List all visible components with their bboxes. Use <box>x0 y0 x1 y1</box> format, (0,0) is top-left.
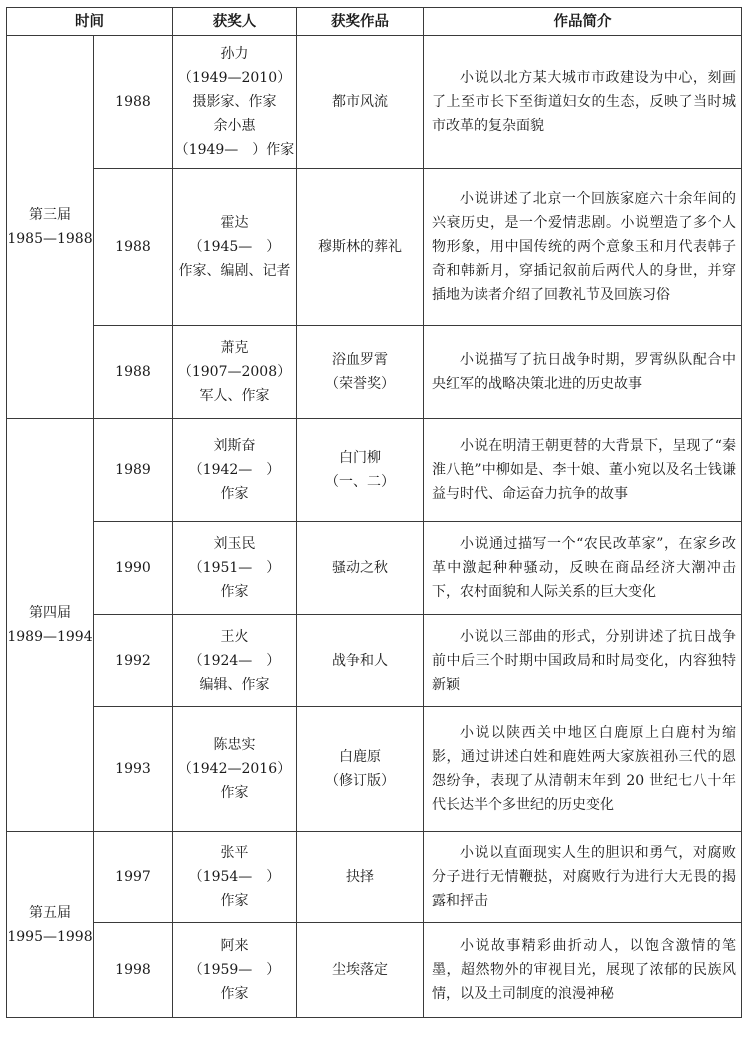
work-title: 战争和人 <box>332 652 388 669</box>
summary-cell <box>424 923 742 1018</box>
work-cell <box>297 36 424 169</box>
work-title: 骚动之秋 <box>332 560 388 576</box>
work-cell <box>297 615 424 707</box>
work-cell <box>297 832 424 923</box>
winner-line: 编辑、作家 <box>199 676 270 693</box>
work-title: 浴血罗霄 <box>332 352 388 368</box>
winner-line: 张平 <box>220 845 249 861</box>
work-title: 白门柳 <box>339 450 381 466</box>
table-row <box>7 169 742 326</box>
summary-text: 小说以陕西关中地区白鹿原上白鹿村为缩影，通过讲述白姓和鹿姓两大家族祖孙三代的恩怨纷争，表现了从清朝末年到 20 世纪七八十年代长达半个多世纪的历史变化 <box>432 725 736 813</box>
winner-line: 作家 <box>220 785 249 801</box>
header-winner: 获奖人 <box>173 8 297 36</box>
table-body <box>7 36 742 1018</box>
session-cell <box>7 36 94 419</box>
session-name: 第四届 <box>29 605 71 621</box>
award-year: 1993 <box>94 707 173 832</box>
winner-cell <box>173 522 297 615</box>
summary-text: 小说以直面现实人生的胆识和勇气，对腐败分子进行无情鞭挞，对腐败行为进行大无畏的揭露和抨击 <box>432 845 736 909</box>
summary-cell <box>424 36 742 169</box>
award-year: 1988 <box>94 36 173 169</box>
work-title: 抉择 <box>346 869 374 885</box>
header-work: 获奖作品 <box>297 8 424 36</box>
award-table-container <box>6 7 742 1018</box>
work-title: 白鹿原 <box>339 749 381 765</box>
summary-text: 小说以北方某大城市市政建设为中心，刻画了上至市长下至街道妇女的生态，反映了当时城市改革的复杂面貌 <box>432 70 736 134</box>
table-row <box>7 615 742 707</box>
winner-line: 作家 <box>220 486 249 502</box>
winner-line: 陈忠实 <box>213 737 256 753</box>
table-row <box>7 923 742 1018</box>
work-cell <box>297 707 424 832</box>
winner-line: 军人、作家 <box>199 388 270 404</box>
winner-line: 刘玉民 <box>213 536 256 552</box>
award-year: 1992 <box>94 615 173 707</box>
header-summary: 作品简介 <box>424 8 742 36</box>
table-row <box>7 522 742 615</box>
winner-line: 作家 <box>220 893 249 909</box>
winner-cell <box>173 169 297 326</box>
work-title: （一、二） <box>325 474 395 490</box>
header-row <box>7 8 742 36</box>
winner-line: （1949—2010） <box>177 70 292 86</box>
summary-text: 小说描写了抗日战争时期，罗霄纵队配合中央红军的战略决策北进的历史故事 <box>432 352 736 392</box>
winner-line: 阿来 <box>220 938 249 954</box>
winner-line: 萧克 <box>220 340 249 356</box>
award-year: 1988 <box>94 169 173 326</box>
table-row <box>7 419 742 522</box>
winner-line: （1954— ） <box>188 869 281 885</box>
summary-cell <box>424 169 742 326</box>
winner-line: （1924— ） <box>188 652 281 669</box>
session-cell <box>7 419 94 832</box>
work-title: （修订版） <box>325 773 395 789</box>
winner-cell <box>173 923 297 1018</box>
table-row <box>7 832 742 923</box>
award-year: 1997 <box>94 832 173 923</box>
winner-line: （1951— ） <box>188 560 281 576</box>
table-row <box>7 326 742 419</box>
summary-cell <box>424 707 742 832</box>
work-cell <box>297 419 424 522</box>
work-cell <box>297 923 424 1018</box>
winner-cell <box>173 615 297 707</box>
summary-cell <box>424 419 742 522</box>
winner-line: 作家、编剧、记者 <box>178 263 291 279</box>
summary-text: 小说在明清王朝更替的大背景下，呈现了“秦淮八艳”中柳如是、李十娘、董小宛以及名士钱谦益与时代、命运奋力抗争的故事 <box>432 438 736 502</box>
winner-line: （1945— ） <box>188 239 281 255</box>
winner-line: （1942—2016） <box>177 761 292 777</box>
work-title: 都市风流 <box>332 94 388 110</box>
award-year: 1988 <box>94 326 173 419</box>
summary-text: 小说以三部曲的形式，分别讲述了抗日战争前中后三个时期中国政局和时局变化，内容独特新颖 <box>432 628 736 693</box>
session-range: 1985—1988 <box>7 231 93 247</box>
winner-cell <box>173 36 297 169</box>
summary-cell <box>424 522 742 615</box>
award-table <box>6 7 742 1018</box>
winner-line: 孙力 <box>220 46 249 62</box>
winner-line: （1907—2008） <box>177 364 292 380</box>
winner-line: 余小惠 <box>213 118 256 134</box>
session-name: 第五届 <box>29 904 71 921</box>
award-year: 1990 <box>94 522 173 615</box>
winner-cell <box>173 419 297 522</box>
winner-cell <box>173 707 297 832</box>
winner-line: （1959— ） <box>188 962 281 978</box>
summary-cell <box>424 832 742 923</box>
summary-text: 小说故事精彩曲折动人，以饱含激情的笔墨，超然物外的审视目光，展现了浓郁的民族风情，以及土司制度的浪漫神秘 <box>432 938 736 1002</box>
summary-cell <box>424 615 742 707</box>
summary-text: 小说讲述了北京一个回族家庭六十余年间的兴衰历史，是一个爱情悲剧。小说塑造了多个人物形象，用中国传统的两个意象玉和月代表韩子奇和韩新月，穿插记叙前后两代人的身世，并穿插地为读者介绍了回教礼节及回族习俗 <box>432 191 736 303</box>
work-cell <box>297 522 424 615</box>
award-year: 1989 <box>94 419 173 522</box>
summary-cell <box>424 326 742 419</box>
winner-cell <box>173 326 297 419</box>
winner-line: （1942— ） <box>188 462 281 478</box>
work-title: 尘埃落定 <box>332 962 388 978</box>
table-row <box>7 707 742 832</box>
work-cell <box>297 326 424 419</box>
winner-line: 作家 <box>220 986 249 1002</box>
session-range: 1995—1998 <box>7 928 93 945</box>
winner-line: （1949— ）作家 <box>174 142 295 158</box>
table-row <box>7 36 742 169</box>
winner-line: 摄影家、作家 <box>192 94 277 110</box>
session-cell <box>7 832 94 1018</box>
winner-line: 霍达 <box>220 215 249 231</box>
session-range: 1989—1994 <box>7 629 93 645</box>
summary-text: 小说通过描写一个“农民改革家”，在家乡改革中激起种种骚动，反映在商品经济大潮冲击下，农村面貌和人际关系的巨大变化 <box>432 536 736 600</box>
winner-cell <box>173 832 297 923</box>
work-title: 穆斯林的葬礼 <box>318 239 402 255</box>
header-time: 时间 <box>7 8 173 36</box>
winner-line: 刘斯奋 <box>213 438 256 454</box>
work-title: （荣誉奖） <box>325 376 395 392</box>
winner-line: 作家 <box>220 584 249 600</box>
work-cell <box>297 169 424 326</box>
award-year: 1998 <box>94 923 173 1018</box>
winner-line: 王火 <box>220 628 249 645</box>
session-name: 第三届 <box>29 207 71 223</box>
